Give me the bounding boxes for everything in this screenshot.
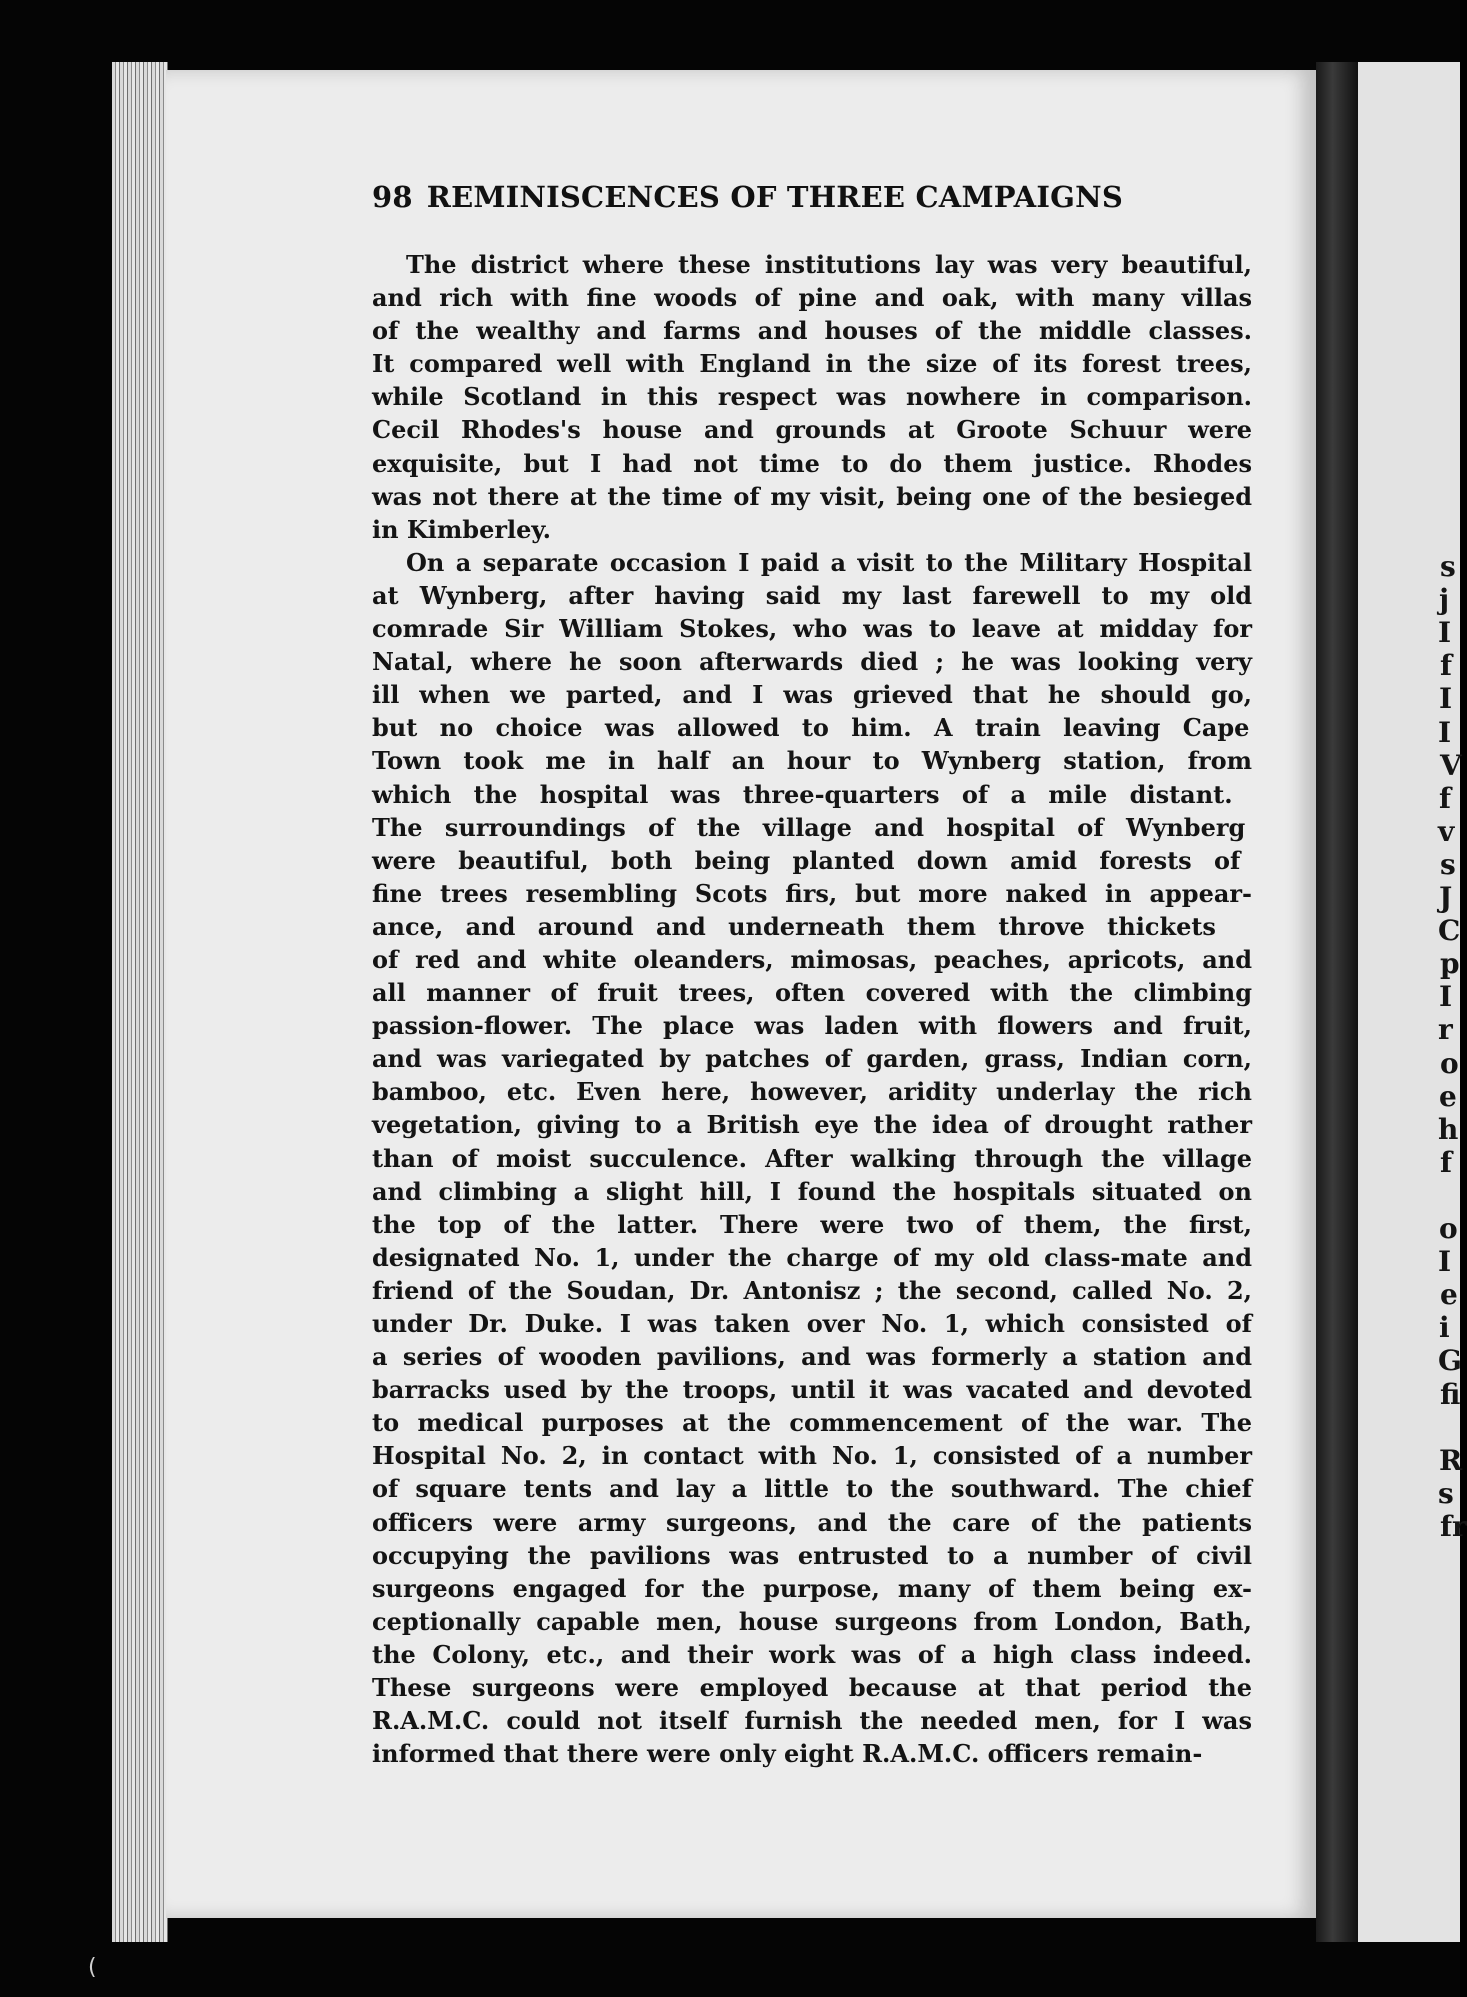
text-line: surgeons engaged for the purpose, many of them being ex- (372, 1573, 1252, 1603)
text-line: It compared well with England in the size of its forest trees, (372, 349, 1252, 379)
text-line: The district where these institutions lay was very beautiful, (406, 250, 1252, 279)
text-line: at Wynberg, after having said my last farewell to my old (372, 580, 1252, 610)
facing-page-letter: V (1440, 748, 1462, 782)
text-line: under Dr. Duke. I was taken over No. 1, which consisted of (372, 1309, 1252, 1338)
text-line: Cecil Rhodes's house and grounds at Groote Schuur were (372, 415, 1252, 445)
text-line: occupying the pavilions was entrusted to a number of civil (372, 1540, 1252, 1570)
facing-page-letter: o (1440, 1046, 1459, 1080)
text-line: while Scotland in this respect was nowhere in comparison. (372, 382, 1252, 412)
text-line: officers were army surgeons, and the care of the patients (372, 1507, 1252, 1537)
scan-speck: ( (88, 1955, 97, 1980)
facing-page-letter: h (1438, 1112, 1459, 1146)
facing-page-letter: fr (1440, 1509, 1467, 1543)
facing-page-letter: I (1438, 1245, 1452, 1279)
text-line: Natal, where he soon afterwards died ; he was looking very (372, 647, 1252, 677)
text-line: ill when we parted, and I was grieved that he should go, (372, 680, 1252, 710)
text-line: Town took me in half an hour to Wynberg station, from (372, 746, 1252, 776)
facing-page-letter: f (1440, 649, 1453, 683)
text-line: barracks used by the troops, until it was vacated and devoted (372, 1375, 1252, 1405)
facing-page-letter: o (1439, 1212, 1458, 1245)
text-line: bamboo, etc. Even here, however, aridity underlay the rich (372, 1077, 1252, 1107)
facing-page-letter: I (1439, 980, 1453, 1014)
text-line: and was variegated by patches of garden, grass, Indian corn, (372, 1044, 1252, 1074)
body-text (372, 248, 1252, 1770)
facing-page-letter: C (1438, 914, 1461, 948)
facing-page-letter: R (1439, 1443, 1463, 1477)
facing-page-letter: p (1440, 947, 1460, 981)
text-line: than of moist succulence. After walking through the village (372, 1143, 1252, 1173)
text-line: exquisite, but I had not time to do them justice. Rhodes (372, 448, 1252, 478)
text-line: designated No. 1, under the charge of my old class-mate and (372, 1242, 1252, 1272)
text-line: were beautiful, both being planted down amid forests of (372, 845, 1241, 875)
text-line: but no choice was allowed to him. A train leaving Cape (372, 713, 1250, 743)
facing-page (1358, 62, 1467, 1942)
text-line: the Colony, etc., and their work was of a high class indeed. (372, 1639, 1252, 1669)
text-line: of square tents and lay a little to the southward. The chief (372, 1474, 1252, 1504)
book-page-edges (112, 62, 168, 1942)
facing-page-letter: s (1440, 847, 1456, 881)
text-line: Hospital No. 2, in contact with No. 1, consisted of a number (372, 1441, 1252, 1471)
text-line: to medical purposes at the commencement of the war. The (372, 1408, 1252, 1438)
facing-page-letter: fi (1440, 1377, 1461, 1411)
facing-page-letter: v (1438, 814, 1455, 848)
text-line: The surroundings of the village and hospital of Wynberg (372, 812, 1246, 842)
facing-page-letter: s (1438, 1476, 1454, 1510)
text-line: R.A.M.C. could not itself furnish the needed men, for I was (372, 1706, 1252, 1736)
facing-page-letter: f (1439, 781, 1452, 815)
text-line: comrade Sir William Stokes, who was to leave at midday for (372, 614, 1252, 644)
facing-page-letter: G (1438, 1344, 1462, 1378)
text-line: On a separate occasion I paid a visit to the Military Hospital (406, 547, 1252, 577)
facing-page-letter: I (1439, 682, 1453, 716)
text-line: informed that there were only eight R.A.M.C. officers remain- (372, 1739, 1203, 1769)
text-line: a series of wooden pavilions, and was formerly a station and (372, 1342, 1252, 1372)
facing-page-letter: I (1438, 616, 1452, 650)
facing-page-letter: e (1440, 1278, 1458, 1312)
text-line: ceptionally capable men, house surgeons from London, Bath, (372, 1606, 1252, 1636)
text-line: of red and white oleanders, mimosas, peaches, apricots, and (372, 944, 1252, 974)
text-line: and rich with fine woods of pine and oak, with many villas (372, 283, 1252, 313)
text-line: and climbing a slight hill, I found the hospitals situated on (372, 1176, 1252, 1206)
text-line: all manner of fruit trees, often covered with the climbing (372, 978, 1252, 1008)
facing-page-letter: j (1439, 583, 1450, 617)
text-line: of the wealthy and farms and houses of the middle classes. (372, 316, 1252, 346)
text-line: ance, and around and underneath them throve thickets (372, 911, 1216, 941)
text-line: was not there at the time of my visit, being one of the besieged (372, 481, 1252, 511)
running-title: REMINISCENCES OF THREE CAMPAIGNS (426, 180, 1123, 214)
text-line: the top of the latter. There were two of them, the first, (372, 1209, 1252, 1239)
text-line: in Kimberley. (372, 514, 551, 544)
facing-page-letter: f (1440, 1145, 1453, 1179)
facing-page-letter: s (1440, 550, 1456, 583)
text-line: passion-flower. The place was laden with flowers and fruit, (372, 1011, 1252, 1041)
text-line: which the hospital was three-quarters of a mile distant. (372, 779, 1233, 809)
facing-page-letter: J (1439, 881, 1453, 914)
running-head (372, 180, 1192, 214)
facing-page-letter: I (1438, 715, 1452, 749)
facing-page-letter: r (1438, 1013, 1453, 1047)
text-line: vegetation, giving to a British eye the idea of drought rather (372, 1110, 1252, 1140)
text-line: friend of the Soudan, Dr. Antonisz ; the second, called No. 2, (372, 1275, 1252, 1305)
text-line: These surgeons were employed because at that period the (372, 1673, 1252, 1703)
book-gutter (1316, 62, 1358, 1942)
facing-page-letter: i (1439, 1311, 1450, 1345)
text-line: fine trees resembling Scots firs, but more naked in appear- (372, 878, 1252, 908)
facing-page-letter: e (1439, 1079, 1457, 1113)
page-number: 98 (372, 180, 413, 214)
